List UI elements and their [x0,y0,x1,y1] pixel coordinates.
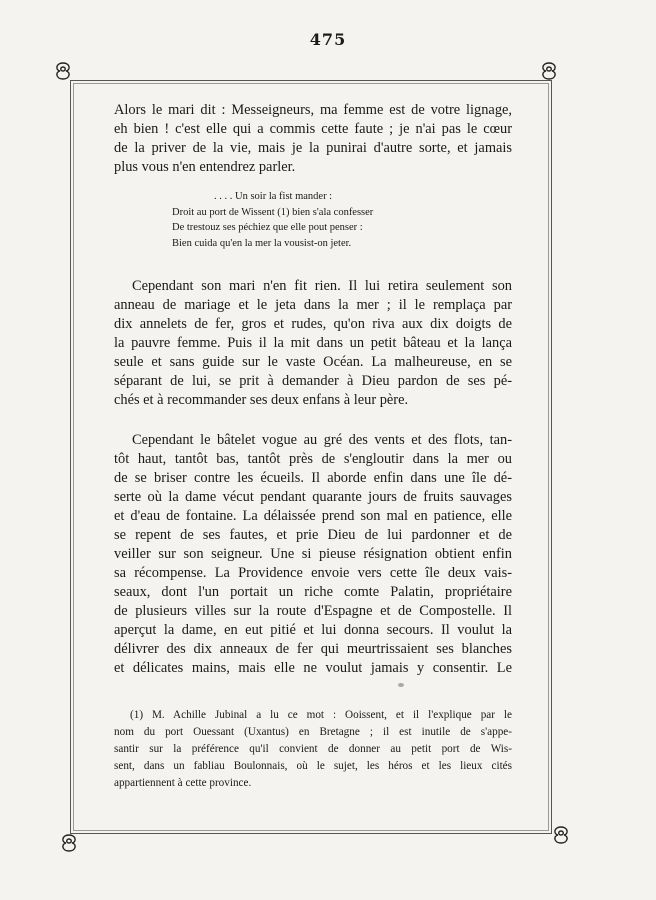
main-text [114,101,512,678]
text-line: Cependant son mari n'en fit rien. Il lui retira seulement son [132,278,512,294]
text-line: de se briser contre les écueils. Il aborde enfin dans une île dé- [114,470,512,486]
footnote-line: (1) M. Achille Jubinal a lu ce mot : Ooissent, et il l'explique par le [130,709,512,721]
text-line: de la priver de la vie, mais je la punirai d'autre sorte, et jamais [114,140,512,156]
text-line: Alors le mari dit : Messeigneurs, ma femme est de votre lignage, [114,102,512,118]
text-line: plus vous n'en entendrez parler. [114,159,296,175]
text-line: aperçut la dame, en eut pitié et lui donna secours. Il voulut la [114,622,512,638]
text-line: Cependant le bâtelet vogue au gré des vents et des flots, tan- [132,432,512,448]
text-line: seule et sans guide sur le vaste Océan. La malheureuse, en se [114,354,512,370]
text-line: anneau de mariage et le jeta dans la mer ; il le remplaça par [114,297,512,313]
text-line: délivrer des dix anneaux de fer qui meurtrissaient ses blanches [114,641,512,657]
corner-ornament-bottom-left-icon [58,832,80,854]
text-line: séparant de lui, se prit à demander à Dieu pardon de ses pé- [114,373,512,389]
corner-ornament-top-right-icon [538,60,560,82]
text-line: sa récompense. La Providence envoie vers cette île deux vais- [114,565,512,581]
text-line: seaux, dont l'un portait un riche comte Palatin, propriétaire [114,584,512,600]
text-line: se repent de ses fautes, et prie Dieu de lui pardonner et de [114,527,512,543]
page-number: 475 [309,30,347,49]
text-line: eh bien ! c'est elle qui a commis cette faute ; je n'ai pas le cœur [114,121,512,137]
paragraph-1 [114,101,512,177]
verse-quote [172,189,512,251]
footnote-line: santir sur la préférence qu'il convient de donner au petit port de Wis- [114,743,512,755]
text-line: serte où la dame vécut pendant quarante jours de fruits sauvages [114,489,512,505]
text-line: dix annelets de fer, gros et rudes, qu'on riva aux dix doigts de [114,316,512,332]
text-line: tôt haut, tantôt bas, tantôt près de s'engloutir dans la mer ou [114,451,512,467]
verse-line: Droit au port de Wissent (1) bien s'ala confesser [172,206,374,218]
paragraph-3 [114,431,512,678]
verse-line: De trestouz ses péchiez que elle pout penser : [172,222,363,233]
footnote [114,707,512,792]
text-line: veiller sur son seigneur. Une si pieuse résignation obtient enfin [114,546,512,562]
corner-ornament-bottom-right-icon [550,824,572,846]
paragraph-2 [114,277,512,410]
corner-ornament-top-left-icon [52,60,74,82]
footnote-line: appartiennent à cette province. [114,777,252,789]
ink-smudge [398,683,404,687]
text-line: et d'eau de fontaine. La délaissée prend son mal en patience, elle [114,508,512,524]
text-line: chés et à recommander ses deux enfans à leur père. [114,392,409,408]
verse-line: . . . . Un soir la fist mander : [214,191,333,202]
verse-line: Bien cuida qu'en la mer la vousist-on jeter. [172,237,352,249]
footnote-line: sent, dans un fabliau Boulonnais, où le sujet, les héros et les lieux cités [114,760,512,772]
text-line: de plusieurs villes sur la route d'Espagne et de Compostelle. Il [114,603,512,619]
text-line: la pauvre femme. Puis il la mit dans un petit bâteau et la lança [114,335,512,351]
text-line: et délicates mains, mais elle ne voulut jamais y consentir. Le [114,660,512,676]
footnote-line: nom du port Ouessant (Uxantus) en Bretagne ; il est inutile de s'appe- [114,726,512,738]
